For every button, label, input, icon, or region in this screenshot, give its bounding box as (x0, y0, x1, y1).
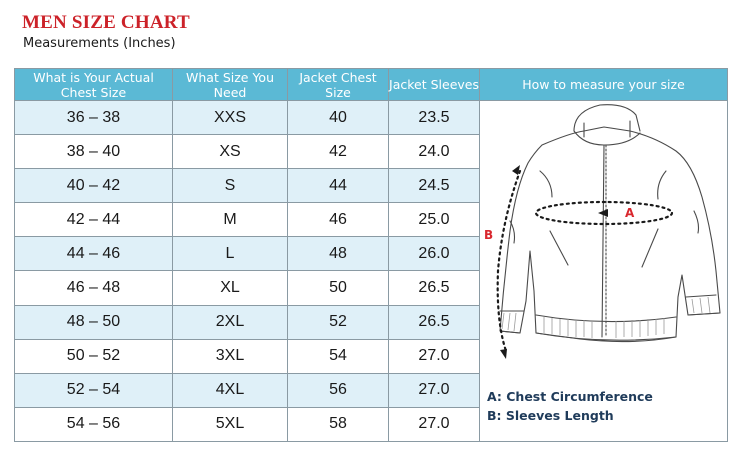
cell-jacket-chest: 46 (288, 203, 389, 237)
cell-size: 3XL (173, 339, 288, 373)
cell-sleeves: 24.5 (389, 169, 480, 203)
cell-chest-size: 54 – 56 (15, 407, 173, 441)
cell-chest-size: 52 – 54 (15, 373, 173, 407)
cell-sleeves: 26.0 (389, 237, 480, 271)
cell-sleeves: 27.0 (389, 339, 480, 373)
cell-jacket-chest: 50 (288, 271, 389, 305)
cell-sleeves: 27.0 (389, 373, 480, 407)
cell-jacket-chest: 54 (288, 339, 389, 373)
cell-jacket-chest: 48 (288, 237, 389, 271)
measure-legend (487, 387, 653, 425)
cell-chest-size: 42 – 44 (15, 203, 173, 237)
cell-chest-size: 46 – 48 (15, 271, 173, 305)
chest-measure-marker (536, 202, 672, 224)
cell-size: 4XL (173, 373, 288, 407)
cell-size: XXS (173, 101, 288, 135)
marker-a-label: A (625, 206, 635, 220)
header-size-needed: What Size You Need (173, 69, 288, 101)
cell-jacket-chest: 42 (288, 135, 389, 169)
cell-chest-size: 50 – 52 (15, 339, 173, 373)
cell-chest-size: 48 – 50 (15, 305, 173, 339)
sleeve-measure-marker (484, 165, 520, 359)
legend-sleeves-length: B: Sleeves Length (487, 408, 614, 423)
cell-size: XL (173, 271, 288, 305)
cell-size: 5XL (173, 407, 288, 441)
cell-sleeves: 24.0 (389, 135, 480, 169)
table-row (15, 101, 728, 135)
cell-jacket-chest: 56 (288, 373, 389, 407)
cell-sleeves: 23.5 (389, 101, 480, 135)
chart-title: MEN SIZE CHART (22, 12, 190, 33)
cell-size: M (173, 203, 288, 237)
cell-sleeves: 26.5 (389, 271, 480, 305)
cell-sleeves: 25.0 (389, 203, 480, 237)
cell-chest-size: 38 – 40 (15, 135, 173, 169)
cell-chest-size: 40 – 42 (15, 169, 173, 203)
cell-chest-size: 36 – 38 (15, 101, 173, 135)
header-jacket-sleeves: Jacket Sleeves (389, 69, 480, 101)
cell-size: S (173, 169, 288, 203)
marker-b-label: B (484, 228, 494, 242)
header-chest-size: What is Your Actual Chest Size (15, 69, 173, 101)
cell-sleeves: 26.5 (389, 305, 480, 339)
legend-chest-circumference: A: Chest Circumference (487, 389, 653, 404)
cell-jacket-chest: 44 (288, 169, 389, 203)
size-chart-table (14, 68, 728, 442)
cell-jacket-chest: 52 (288, 305, 389, 339)
cell-sleeves: 27.0 (389, 407, 480, 441)
cell-jacket-chest: 58 (288, 407, 389, 441)
cell-size: 2XL (173, 305, 288, 339)
measure-guide-panel (480, 101, 728, 442)
cell-jacket-chest: 40 (288, 101, 389, 135)
cell-size: L (173, 237, 288, 271)
cell-size: XS (173, 135, 288, 169)
cell-chest-size: 44 – 46 (15, 237, 173, 271)
header-jacket-chest: Jacket Chest Size (288, 69, 389, 101)
table-header-row (15, 69, 728, 101)
header-how-to-measure: How to measure your size (480, 69, 728, 101)
measurement-unit-note: Measurements (Inches) (23, 36, 176, 51)
